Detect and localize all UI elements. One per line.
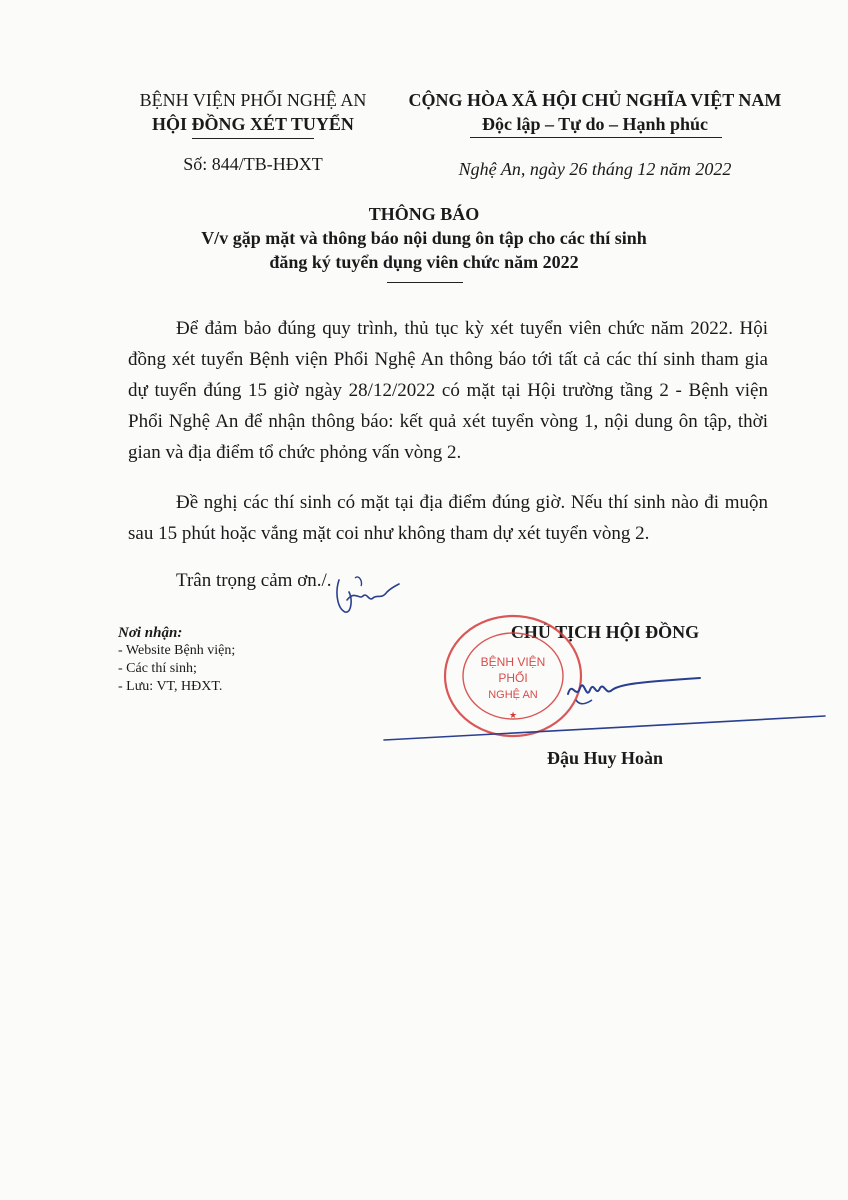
header-right [395, 88, 795, 136]
org-name: BỆNH VIỆN PHỔI NGHỆ AN [139, 90, 367, 110]
handwritten-signature-icon [380, 660, 830, 750]
initials-signature-icon [325, 570, 405, 620]
recipient-item: - Lưu: VT, HĐXT. [118, 679, 223, 694]
header-left [118, 88, 388, 136]
left-header-underline [192, 138, 314, 139]
place-date: Nghệ An, ngày 26 tháng 12 năm 2022 [458, 159, 732, 179]
closing-line: Trân trọng cảm ơn./. [176, 570, 332, 591]
doc-number: Số: 844/TB-HĐXT [183, 154, 323, 174]
recipients-block [118, 624, 378, 696]
motto: Độc lập – Tự do – Hạnh phúc [481, 114, 709, 134]
title-underline [387, 282, 463, 283]
recipient-item: - Các thí sinh; [118, 661, 197, 676]
council-name: HỘI ĐỒNG XÉT TUYỂN [152, 114, 354, 134]
stamp-line2: PHỔI [498, 671, 528, 685]
nation-name: CỘNG HÒA XÃ HỘI CHỦ NGHĨA VIỆT NAM [408, 90, 782, 110]
notice-title [100, 202, 748, 274]
notice-subject-line2: đăng ký tuyển dụng viên chức năm 2022 [269, 252, 579, 272]
stamp-line3: NGHỆ AN [488, 689, 538, 701]
notice-heading: THÔNG BÁO [368, 204, 480, 224]
stamp-line1: BỆNH VIỆN [480, 655, 546, 669]
body-paragraph-2: Đề nghị các thí sinh có mặt tại địa điểm đúng giờ. Nếu thí sinh nào đi muộn sau 15 phút hoặc vắng mặt coi như không tham dự xét tuyển vòng 2. [128, 492, 768, 544]
recipients-label: Nơi nhận: [118, 625, 183, 641]
notice-subject-line1: V/v gặp mặt và thông báo nội dung ôn tập cho các thí sinh [201, 228, 647, 248]
recipient-item: - Website Bệnh viện; [118, 643, 236, 658]
body-paragraph-1: Để đảm bảo đúng quy trình, thủ tục kỳ xét tuyển viên chức năm 2022. Hội đồng xét tuyển Bệnh viện Phổi Nghệ An thông báo tới tất cả các thí sinh tham gia dự tuyển đúng 15 giờ ngày 28/12/2022 có mặt tại Hội trường tầng 2 - Bệnh viện Phổi Nghệ An để nhận thông báo: kết quả xét tuyển vòng 1, nội dung ôn tập, thời gian và địa điểm tổ chức phỏng vấn vòng 2. [128, 318, 768, 463]
signer-name: Đậu Huy Hoàn [546, 748, 664, 768]
right-header-underline [470, 137, 722, 138]
svg-text:★: ★ [508, 710, 518, 720]
signature-position: CHỦ TỊCH HỘI ĐỒNG [510, 622, 700, 642]
